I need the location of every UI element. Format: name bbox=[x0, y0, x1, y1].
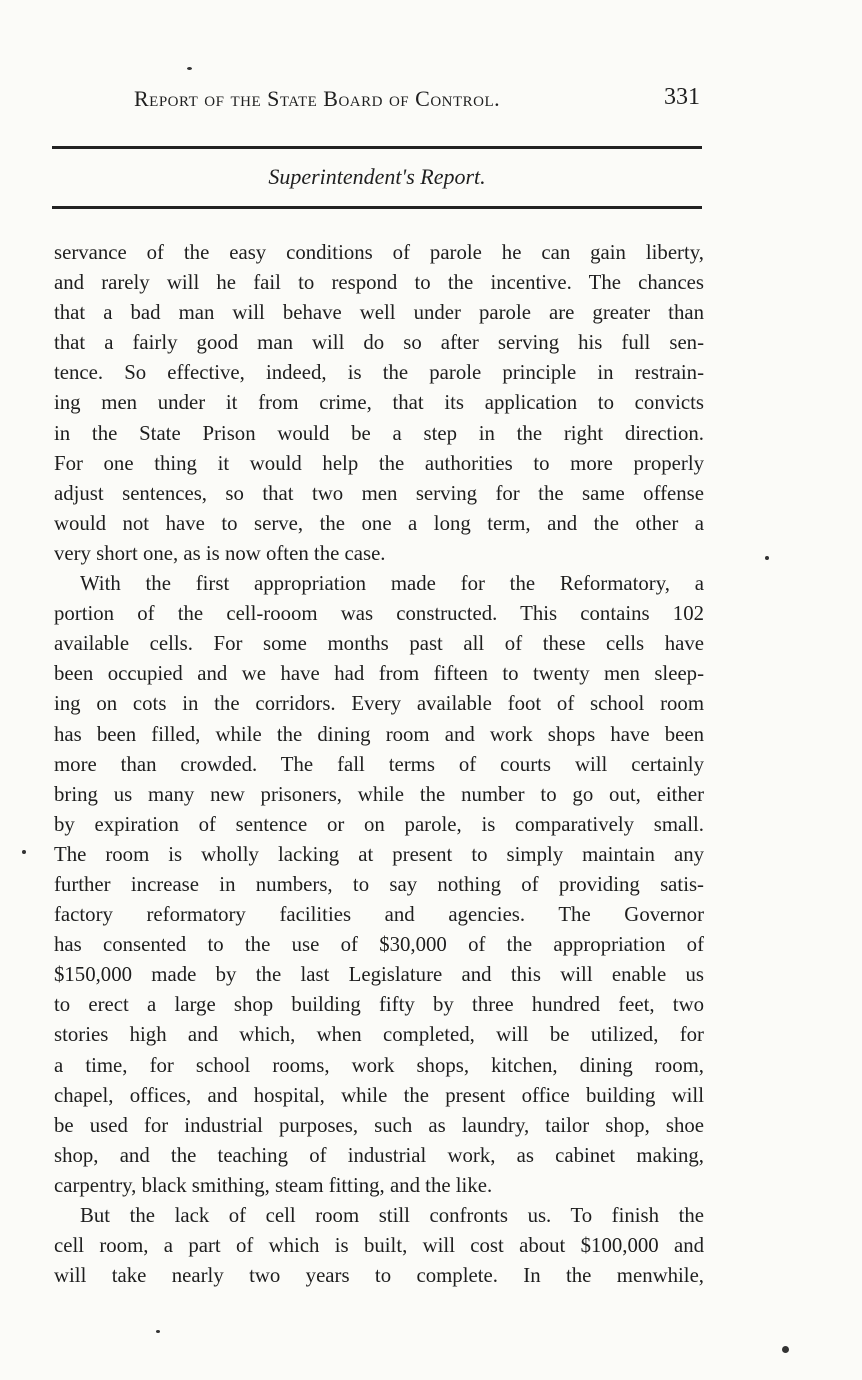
text-line: further increase in numbers, to say nothing of providing satis- bbox=[54, 872, 704, 896]
text-line: ing on cots in the corridors. Every available foot of school room bbox=[54, 692, 704, 716]
text-line: $150,000 made by the last Legislature and this will enable us bbox=[54, 963, 704, 987]
text-line: has consented to the use of $30,000 of the appropriation of bbox=[54, 933, 704, 957]
ink-speck bbox=[22, 850, 26, 854]
text-line: cell room, a part of which is built, will cost about $100,000 and bbox=[54, 1234, 704, 1258]
text-line: For one thing it would help the authorities to more properly bbox=[54, 451, 704, 475]
text-line: by expiration of sentence or on parole, is comparatively small. bbox=[54, 812, 704, 836]
running-head bbox=[56, 86, 700, 120]
text-line: that a fairly good man will do so after serving his full sen- bbox=[54, 331, 704, 355]
text-line: tence. So effective, indeed, is the parole principle in restrain- bbox=[54, 361, 704, 385]
text-line: very short one, as is now often the case. bbox=[54, 541, 386, 565]
header-rule-bottom bbox=[52, 206, 702, 209]
page-number: 331 bbox=[664, 84, 700, 110]
text-line: ing men under it from crime, that its application to convicts bbox=[54, 391, 704, 415]
ink-speck bbox=[782, 1346, 789, 1353]
text-line: been occupied and we have had from fifteen to twenty men sleep- bbox=[54, 662, 704, 686]
text-line: bring us many new prisoners, while the number to go out, either bbox=[54, 782, 704, 806]
text-line: a time, for school rooms, work shops, kitchen, dining room, bbox=[54, 1053, 704, 1077]
text-line: and rarely will he fail to respond to the incentive. The chances bbox=[54, 271, 704, 295]
ink-speck bbox=[765, 556, 769, 560]
running-title: Report of the State Board of Control. bbox=[134, 86, 501, 111]
header-rule-top bbox=[52, 146, 702, 149]
text-line: to erect a large shop building fifty by three hundred feet, two bbox=[54, 993, 704, 1017]
text-line: carpentry, black smithing, steam fitting, and the like. bbox=[54, 1173, 493, 1197]
text-line: in the State Prison would be a step in the right direction. bbox=[54, 421, 704, 445]
text-line: available cells. For some months past all of these cells have bbox=[54, 632, 704, 656]
text-line: portion of the cell-rooom was constructed. This contains 102 bbox=[54, 602, 704, 626]
paragraph-start-line: But the lack of cell room still confronts us. To finish the bbox=[80, 1204, 704, 1227]
text-line: adjust sentences, so that two men serving for the same offense bbox=[54, 481, 704, 505]
text-line: chapel, offices, and hospital, while the present office building will bbox=[54, 1083, 704, 1107]
ink-speck bbox=[156, 1330, 160, 1333]
text-line: factory reformatory facilities and agencies. The Governor bbox=[54, 903, 704, 927]
ink-speck bbox=[187, 67, 192, 70]
section-heading: Superintendent's Report. bbox=[268, 164, 486, 189]
text-line: servance of the easy conditions of parole he can gain liberty, bbox=[54, 241, 704, 264]
text-line: more than crowded. The fall terms of courts will certainly bbox=[54, 752, 704, 776]
text-line: shop, and the teaching of industrial work, as cabinet making, bbox=[54, 1143, 704, 1167]
text-line: has been filled, while the dining room and work shops have been bbox=[54, 722, 704, 746]
body-text bbox=[54, 238, 704, 1291]
text-line: stories high and which, when completed, will be utilized, for bbox=[54, 1023, 704, 1047]
text-line: be used for industrial purposes, such as laundry, tailor shop, shoe bbox=[54, 1113, 704, 1137]
text-line: will take nearly two years to complete. In the menwhile, bbox=[54, 1264, 704, 1288]
paragraph-start-line: With the first appropriation made for the Reformatory, a bbox=[80, 572, 704, 596]
text-line: would not have to serve, the one a long term, and the other a bbox=[54, 511, 704, 535]
text-line: The room is wholly lacking at present to simply maintain any bbox=[54, 842, 704, 866]
text-line: that a bad man will behave well under parole are greater than bbox=[54, 301, 704, 325]
